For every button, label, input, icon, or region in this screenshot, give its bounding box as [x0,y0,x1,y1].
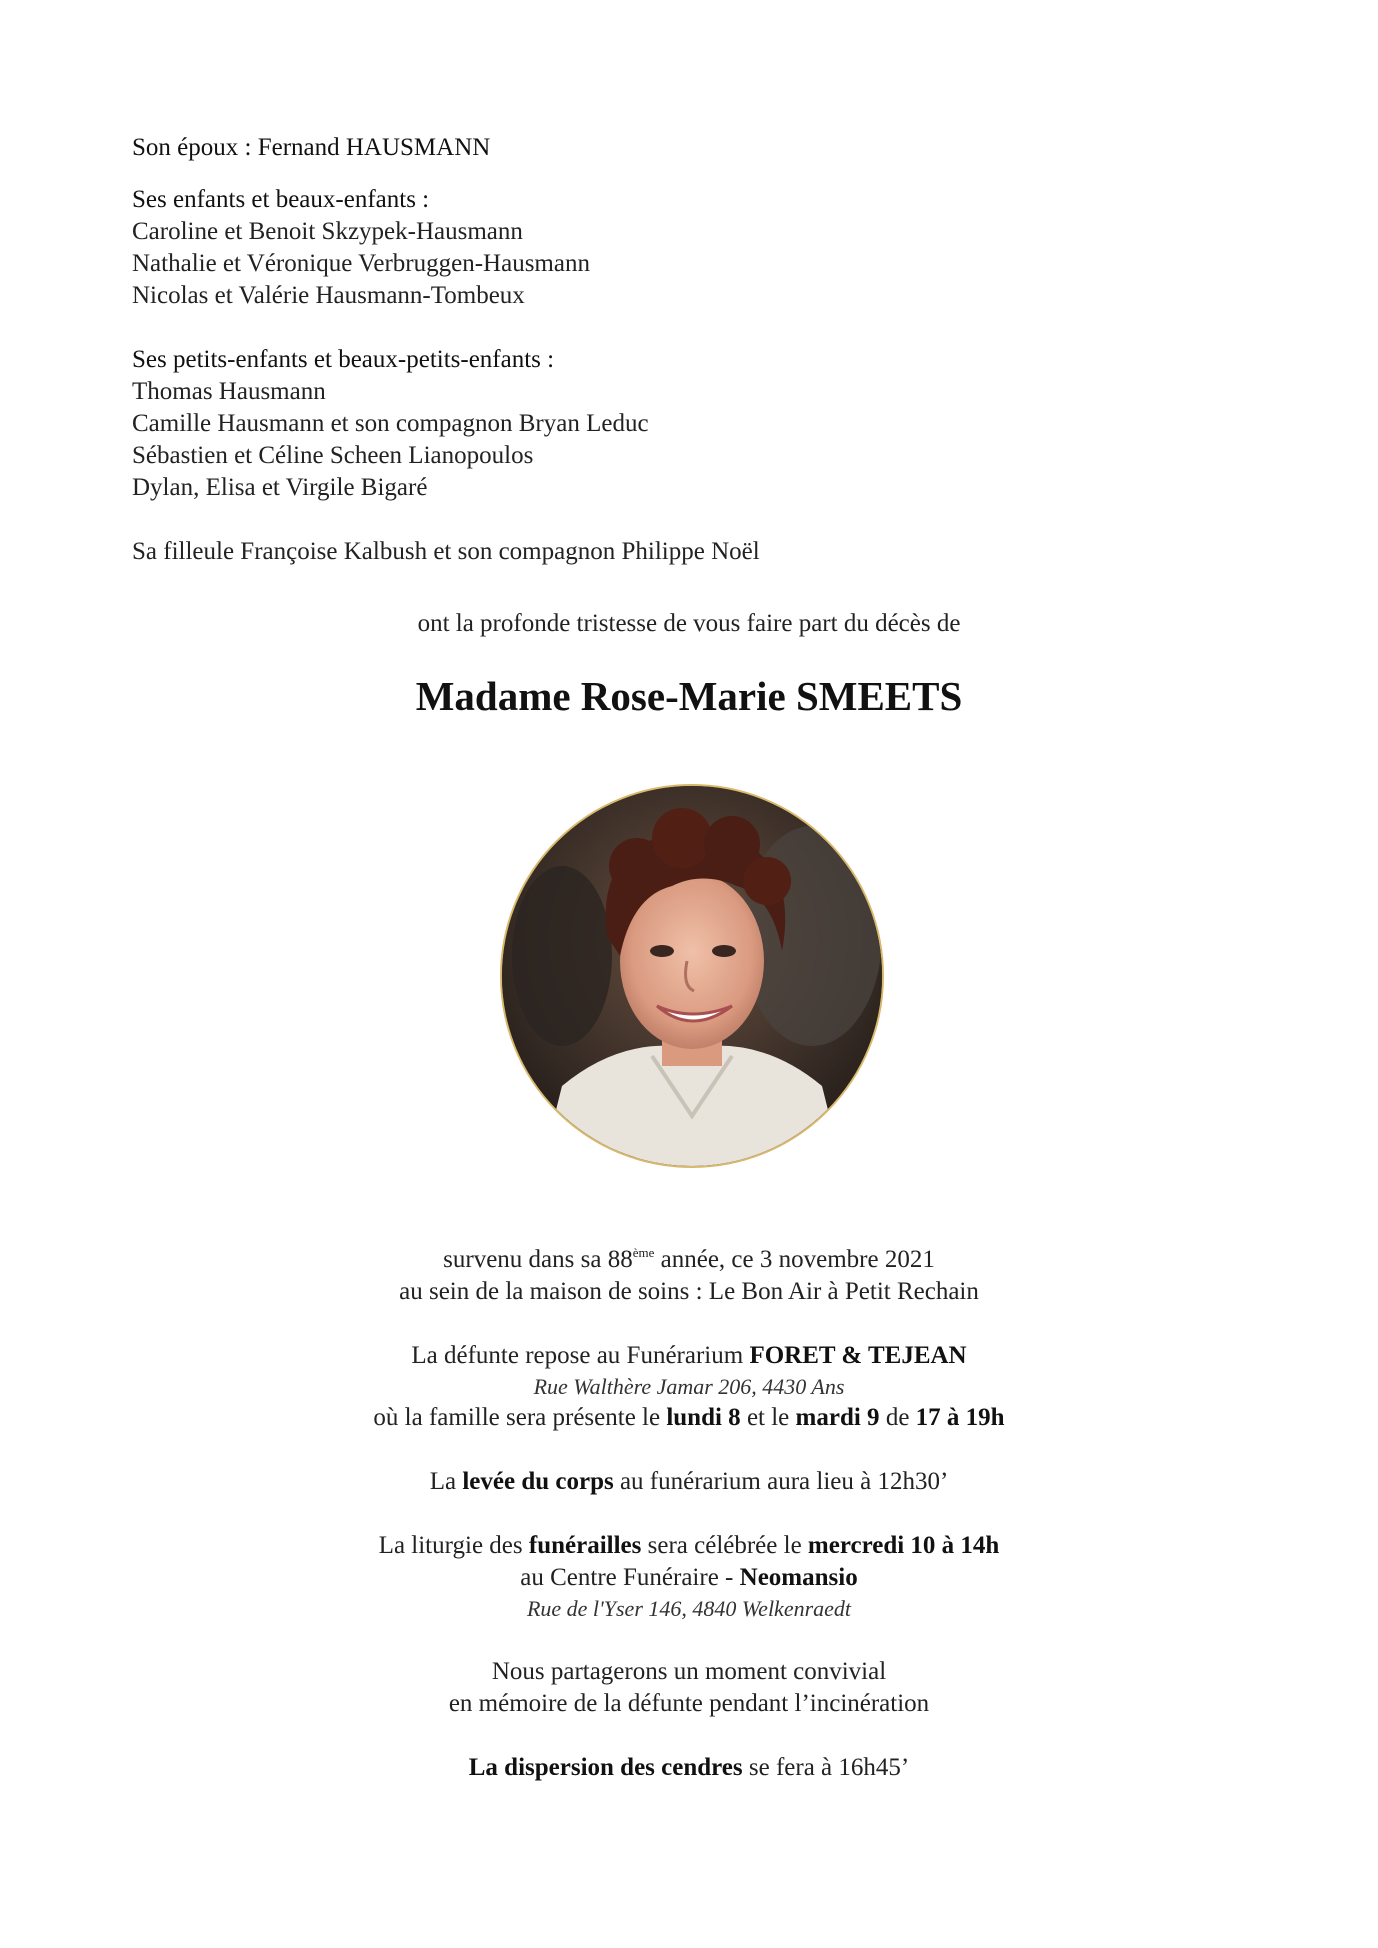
deceased-name [0,672,1378,720]
grandchild-item: Sébastien et Céline Scheen Lianopoulos [132,442,534,469]
child-item: Caroline et Benoit Skzypek-Hausmann [132,218,523,245]
gathering-line-2: en mémoire de la défunte pendant l’incinération [448,1690,930,1717]
child-item: Nathalie et Véronique Verbruggen-Hausmann [132,250,590,277]
spouse-line: Son époux : Fernand HAUSMANN [132,134,491,161]
levee-line: La levée du corps au funérarium aura lieu à 12h30’ [429,1468,949,1495]
deceased-name-text: Madame Rose-Marie SMEETS [415,673,963,719]
grandchild-item: Thomas Hausmann [132,378,326,405]
children-title: Ses enfants et beaux-enfants : [132,186,430,213]
liturgy-line: La liturgie des funérailles sera célébrée le mercredi 10 à 14h [378,1532,1000,1559]
family-list [132,132,1232,568]
gathering-line-1: Nous partagerons un moment convivial [491,1658,887,1685]
grandchild-item: Dylan, Elisa et Virgile Bigaré [132,474,428,501]
death-line: survenu dans sa 88ème année, ce 3 novembre 2021 [443,1245,935,1273]
funeral-center-line: au Centre Funéraire - Neomansio [520,1564,858,1591]
goddaughter-line: Sa filleule Françoise Kalbush et son compagnon Philippe Noël [132,538,760,565]
announcement [0,608,1378,640]
announcement-text: ont la profonde tristesse de vous faire part du décès de [417,610,961,637]
repose-line: La défunte repose au Funérarium FORET & TEJEAN [411,1342,967,1369]
funeral-center-address: Rue de l'Yser 146, 4840 Welkenraedt [526,1596,852,1621]
funeral-details [0,1244,1378,1784]
grandchild-item: Camille Hausmann et son compagnon Bryan Leduc [132,410,649,437]
funeral-home-name: FORET & TEJEAN [749,1342,967,1369]
portrait-image [502,786,882,1166]
funeral-home-address: Rue Walthère Jamar 206, 4430 Ans [533,1374,845,1399]
grandchildren-title: Ses petits-enfants et beaux-petits-enfants : [132,346,555,373]
child-item: Nicolas et Valérie Hausmann-Tombeux [132,282,525,309]
dispersion-line: La dispersion des cendres se fera à 16h45’ [468,1754,910,1781]
death-place: au sein de la maison de soins : Le Bon Air à Petit Rechain [399,1278,979,1305]
visit-line: où la famille sera présente le lundi 8 et le mardi 9 de 17 à 19h [373,1404,1005,1431]
portrait-photo [500,784,884,1168]
